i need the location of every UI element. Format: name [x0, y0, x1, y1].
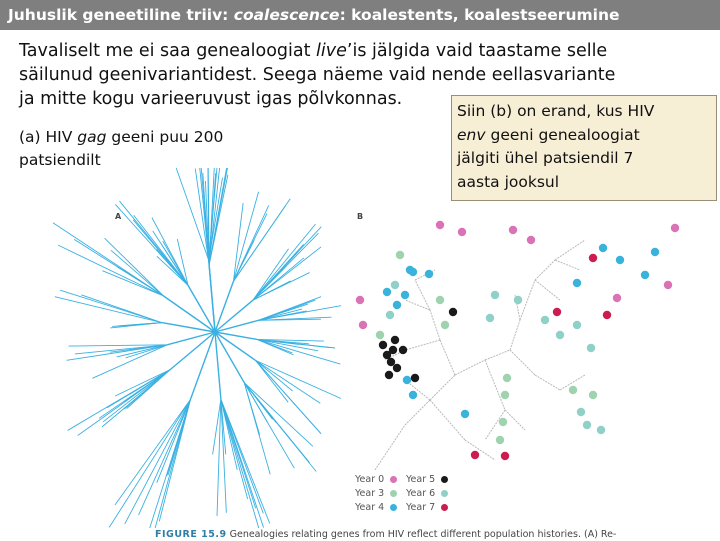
genealogy-tip-year-6 — [597, 426, 605, 434]
tree-b-branch — [520, 280, 535, 320]
tree-b-branch — [440, 340, 455, 375]
tree-b-branch — [405, 400, 430, 425]
tree-a-branch — [102, 271, 163, 296]
legend-label-year-3: Year 3 — [355, 488, 385, 499]
tree-b-branch — [485, 350, 510, 360]
genealogy-tip-year-4 — [616, 256, 624, 264]
legend-dot-year-5 — [441, 476, 448, 483]
tree-b-branch — [535, 375, 560, 390]
tree-b-branch — [455, 360, 485, 375]
genealogy-tip-year-3 — [396, 251, 404, 259]
intro-line-1-a: Tavaliselt me ei saa genealoogiat — [19, 41, 317, 61]
tree-a-branch — [115, 400, 190, 505]
genealogy-tip-year-0 — [509, 226, 517, 234]
tree-b-branch — [415, 280, 430, 310]
note-b-line-2-suffix: geeni genealoogiat — [485, 125, 640, 144]
genealogy-tip-year-5 — [393, 364, 401, 372]
tree-a-branch — [217, 399, 221, 516]
tree-a-branch — [221, 399, 263, 513]
tree-b-branch — [430, 310, 440, 340]
panel-a-desc-suffix: geeni puu 200 — [106, 128, 224, 146]
legend-item-year-4 — [355, 501, 397, 514]
tree-b-branch — [510, 320, 520, 350]
tree-a-branch — [253, 249, 289, 300]
tree-a-branch — [155, 400, 190, 528]
tree-a-branch — [244, 383, 313, 447]
tree-b-branch — [375, 425, 405, 470]
genealogy-tip-year-3 — [569, 386, 577, 394]
note-b-line-2 — [457, 124, 710, 148]
genealogy-tip-year-6 — [491, 291, 499, 299]
tree-a-branch — [256, 360, 341, 398]
tree-b-branch — [405, 340, 440, 350]
panel-a-unrooted-tree — [0, 160, 345, 532]
tree-a-branch — [139, 400, 191, 515]
tree-a-branch — [103, 370, 170, 422]
tree-a-trunk — [209, 265, 215, 332]
tree-b-branch — [485, 360, 505, 410]
genealogy-tip-year-7 — [471, 451, 479, 459]
tree-a-trunk — [215, 332, 221, 399]
tree-a-branch — [99, 370, 170, 419]
genealogy-tip-year-7 — [501, 452, 509, 460]
panel-a-tree-graphic — [0, 160, 345, 532]
genealogy-tip-year-6 — [391, 281, 399, 289]
slide-title-prefix: Juhuslik geneetiline triiv: — [8, 6, 234, 24]
genealogy-tip-year-3 — [499, 418, 507, 426]
panel-b-tree-graphic — [345, 200, 720, 470]
caption-text: Genealogies relating genes from HIV reflect different population histories. (A) Re- — [226, 529, 617, 540]
genealogy-tip-year-0 — [436, 221, 444, 229]
legend-label-year-5: Year 5 — [406, 474, 436, 485]
genealogy-tip-year-4 — [461, 410, 469, 418]
genealogy-tip-year-0 — [671, 224, 679, 232]
tree-a-branch — [115, 370, 170, 396]
genealogy-tip-year-4 — [599, 244, 607, 252]
genealogy-tip-year-5 — [449, 308, 457, 316]
tree-a-branch — [130, 370, 171, 395]
tree-a-trunk — [162, 323, 215, 332]
year-legend — [355, 473, 465, 515]
intro-line-1 — [19, 39, 659, 63]
genealogy-tip-year-6 — [541, 316, 549, 324]
legend-item-year-0 — [355, 473, 397, 486]
genealogy-tip-year-6 — [577, 408, 585, 416]
genealogy-tip-year-4 — [383, 288, 391, 296]
genealogy-tip-year-4 — [409, 391, 417, 399]
intro-line-1-b: ’is jälgida vaid taastame selle — [346, 41, 608, 61]
tree-b-branch — [555, 240, 585, 260]
figure-caption — [155, 529, 720, 541]
legend-item-year-7 — [406, 501, 448, 514]
tree-a-branch — [244, 383, 291, 441]
genealogy-tip-year-0 — [613, 294, 621, 302]
genealogy-tip-year-4 — [425, 270, 433, 278]
genealogy-tip-year-7 — [553, 308, 561, 316]
tree-a-trunk — [163, 296, 215, 332]
genealogy-tip-year-5 — [411, 374, 419, 382]
tree-a-branch — [253, 224, 316, 300]
slide-title-suffix: : koalestents, koalestseerumine — [339, 6, 620, 24]
genealogy-tip-year-4 — [573, 279, 581, 287]
genealogy-tip-year-3 — [376, 331, 384, 339]
panel-b-note-box — [451, 95, 717, 201]
legend-item-year-6 — [406, 487, 448, 500]
tree-a-branch — [109, 400, 190, 528]
legend-dot-year-4 — [390, 504, 397, 511]
tree-a-branch — [233, 192, 258, 282]
note-b-gene: env — [457, 125, 486, 144]
slide-title-term: coalescence — [233, 6, 340, 24]
genealogy-tip-year-5 — [385, 371, 393, 379]
tree-a-branch — [105, 238, 164, 296]
genealogy-tip-year-5 — [389, 346, 397, 354]
panel-a-letter: A — [115, 212, 122, 221]
tree-a-branch — [157, 400, 191, 483]
tree-b-branch — [510, 350, 535, 375]
tree-a-branch — [125, 400, 191, 524]
genealogy-tip-year-4 — [403, 376, 411, 384]
tree-a-branch — [55, 297, 162, 323]
intro-line-1-italic: live — [316, 41, 347, 61]
tree-b-branch — [555, 260, 580, 270]
genealogy-tip-year-3 — [496, 436, 504, 444]
genealogy-tip-year-4 — [409, 268, 417, 276]
intro-line-3: ja mitte kogu varieeruvust igas põlvkonnas. — [19, 89, 403, 109]
genealogy-tip-year-0 — [664, 281, 672, 289]
tree-a-branch — [127, 370, 171, 409]
genealogy-tip-year-0 — [458, 228, 466, 236]
genealogy-tip-year-3 — [441, 321, 449, 329]
panel-b-letter: B — [357, 212, 364, 221]
legend-dot-year-3 — [390, 490, 397, 497]
tree-b-branch — [535, 280, 560, 300]
genealogy-tip-year-0 — [527, 236, 535, 244]
genealogy-tip-year-4 — [641, 271, 649, 279]
tree-a-branch — [58, 245, 163, 296]
genealogy-tip-year-0 — [356, 296, 364, 304]
genealogy-tip-year-5 — [387, 358, 395, 366]
tree-a-branch — [117, 345, 167, 357]
note-b-line-3: jälgiti ühel patsiendil 7 — [457, 149, 634, 167]
genealogy-tip-year-7 — [589, 254, 597, 262]
caption-label: FIGURE 15.9 — [155, 529, 227, 540]
genealogy-tip-year-4 — [401, 291, 409, 299]
tree-a-branch — [244, 383, 267, 422]
tree-b-branch — [505, 410, 525, 430]
legend-label-year-0: Year 0 — [355, 474, 385, 485]
panel-a-desc-gene: gag — [77, 128, 107, 146]
genealogy-tip-year-6 — [386, 311, 394, 319]
genealogy-tip-year-3 — [589, 391, 597, 399]
tree-b-branch — [535, 260, 555, 280]
genealogy-tip-year-0 — [359, 321, 367, 329]
tree-a-branch — [256, 360, 293, 391]
genealogy-tip-year-3 — [503, 374, 511, 382]
legend-item-year-3 — [355, 487, 397, 500]
tree-a-branch — [119, 323, 162, 326]
legend-label-year-4: Year 4 — [355, 502, 385, 513]
genealogy-tip-year-6 — [556, 331, 564, 339]
slide-title — [0, 0, 720, 30]
genealogy-tip-year-3 — [501, 391, 509, 399]
panel-b-genealogy — [345, 200, 720, 520]
genealogy-tip-year-5 — [391, 336, 399, 344]
genealogy-tip-year-6 — [514, 296, 522, 304]
legend-label-year-6: Year 6 — [406, 488, 436, 499]
genealogy-tip-year-6 — [486, 314, 494, 322]
panel-a-description-line-2: patsiendilt — [19, 151, 101, 169]
tree-a-branch — [253, 281, 291, 300]
legend-dot-year-6 — [441, 490, 448, 497]
tree-b-branch — [430, 375, 455, 400]
tree-a-branch — [119, 201, 188, 285]
genealogy-tip-year-5 — [399, 346, 407, 354]
genealogy-tip-year-7 — [603, 311, 611, 319]
tree-a-branch — [118, 267, 164, 296]
tree-b-branch — [465, 440, 495, 460]
panel-a-description-line-1 — [19, 126, 269, 149]
note-b-line-4: aasta jooksul — [457, 172, 560, 191]
genealogy-tip-year-6 — [573, 321, 581, 329]
genealogy-tip-year-6 — [583, 421, 591, 429]
tree-a-branch — [111, 250, 163, 296]
legend-dot-year-0 — [390, 476, 397, 483]
panel-a-desc-prefix: (a) HIV — [19, 128, 78, 146]
tree-a-branch — [67, 345, 168, 361]
tree-a-branch — [244, 383, 270, 475]
legend-label-year-7: Year 7 — [406, 502, 436, 513]
tree-a-branch — [258, 297, 321, 321]
legend-dot-year-7 — [441, 504, 448, 511]
intro-line-2: säilunud geenivariantidest. Seega näeme vaid nende eellasvariante — [19, 65, 616, 85]
tree-a-branch — [60, 290, 162, 322]
legend-item-year-5 — [406, 473, 448, 486]
tree-a-branch — [253, 244, 304, 300]
genealogy-tip-year-6 — [587, 344, 595, 352]
note-b-line-1: Siin (b) on erand, kus HIV — [457, 102, 655, 120]
genealogy-tip-year-4 — [651, 248, 659, 256]
tree-b-branch — [430, 400, 465, 440]
genealogy-tip-year-3 — [436, 296, 444, 304]
genealogy-tip-year-5 — [379, 341, 387, 349]
tree-a-branch — [256, 360, 289, 402]
genealogy-tip-year-4 — [393, 301, 401, 309]
